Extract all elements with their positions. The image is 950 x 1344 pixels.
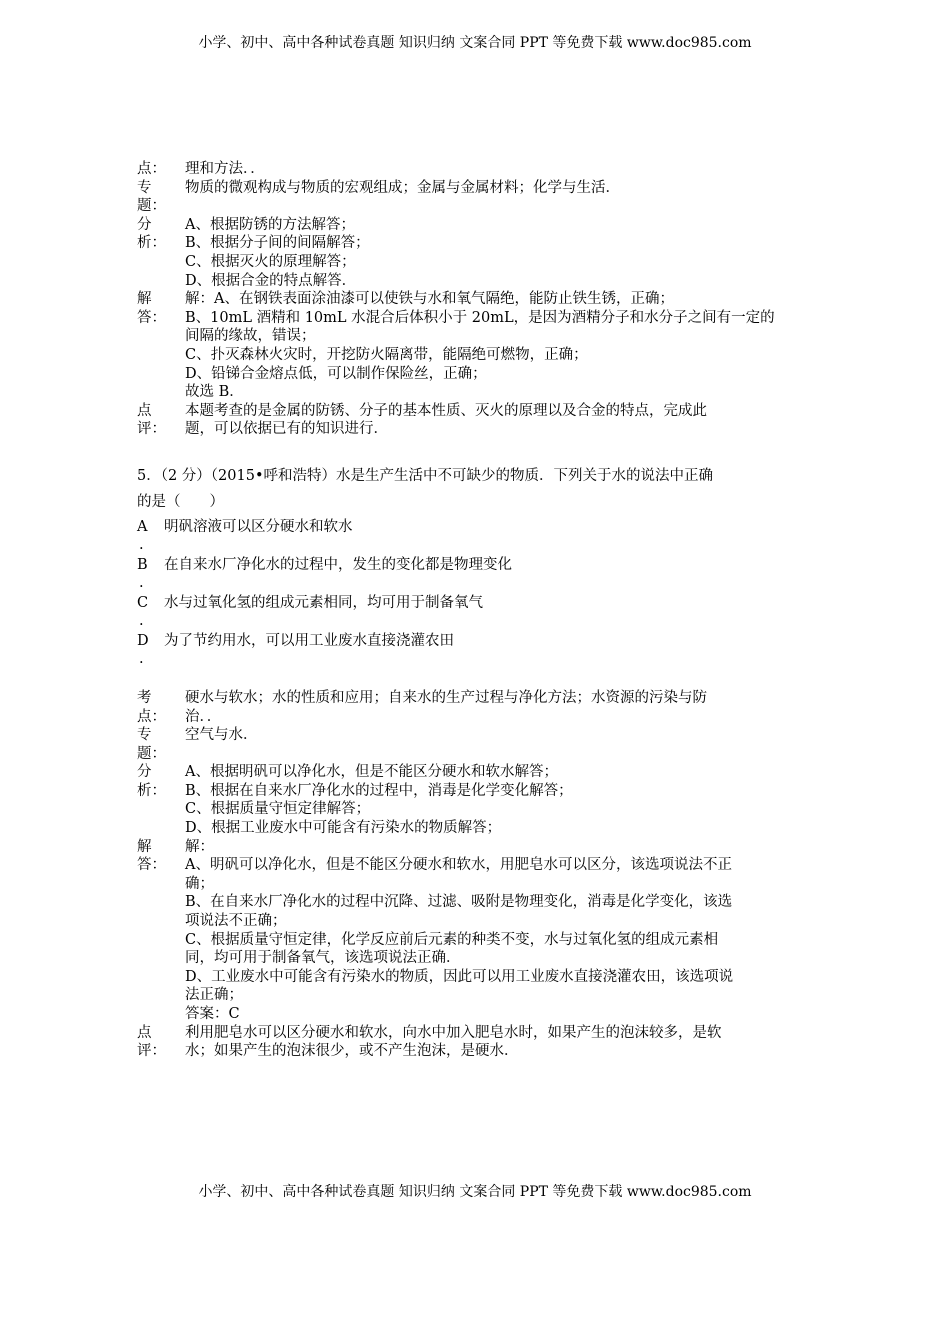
text-line: 空气与水． xyxy=(185,727,258,744)
option-dot: . xyxy=(139,574,144,591)
section-label xyxy=(137,1024,167,1061)
q5-zhuanti-section xyxy=(137,726,817,763)
text-line: 理和方法．． xyxy=(185,161,265,177)
text-line: C、扑灭森林火灾时，开挖防火隔离带，能隔绝可燃物，正确； xyxy=(185,346,588,363)
option-a xyxy=(137,517,817,555)
option-c xyxy=(137,593,817,631)
q4-kaodian-section xyxy=(137,160,817,179)
section-body xyxy=(185,763,817,837)
text-line: D、根据合金的特点解答． xyxy=(185,272,357,289)
text-line: 物质的微观构成与物质的宏观组成；金属与金属材料；化学与生活． xyxy=(185,179,620,196)
option-dot: . xyxy=(139,612,144,629)
text-line: 利用肥皂水可以区分硬水和软水，向水中加入肥皂水时，如果产生的泡沫较多，是软 xyxy=(185,1024,722,1041)
text-line: A、根据明矾可以净化水，但是不能区分硬水和软水解答； xyxy=(185,764,558,781)
text-line: 同，均可用于制备氧气，该选项说法正确． xyxy=(185,950,461,967)
option-letter: B xyxy=(137,556,148,573)
text-line: C、根据质量守恒定律，化学反应前后元素的种类不变，水与过氧化氢的组成元素相 xyxy=(185,931,719,948)
document-body xyxy=(137,160,817,1061)
q4-zhuanti-section xyxy=(137,179,817,216)
section-body xyxy=(185,726,817,763)
q5-jieda-section xyxy=(137,838,817,1024)
label-char: 分 xyxy=(137,216,152,233)
text-line: B、根据分子间的间隔解答； xyxy=(185,235,370,252)
label-char: 点： xyxy=(137,708,166,725)
section-label xyxy=(137,838,167,875)
text-line: 间隔的缘故，错误； xyxy=(185,328,316,345)
label-char: 答： xyxy=(137,309,166,326)
text-line: C、根据质量守恒定律解答； xyxy=(185,801,371,818)
option-letter: C xyxy=(137,594,149,611)
label-char: 答： xyxy=(137,857,166,874)
label-char: 解 xyxy=(137,291,152,308)
text-line: D、根据工业废水中可能含有污染水的物质解答； xyxy=(185,820,502,837)
text-line: 故选 B． xyxy=(185,384,244,401)
option-dot: . xyxy=(139,650,144,667)
q5-fenxi-section xyxy=(137,763,817,837)
text-line: B、根据在自来水厂净化水的过程中，消毒是化学变化解答； xyxy=(185,782,573,799)
text-line: 本题考查的是金属的防锈、分子的基本性质、灭火的原理以及合金的特点，完成此 xyxy=(185,402,707,419)
q4-jieda-section xyxy=(137,290,817,402)
option-text: 水与过氧化氢的组成元素相同，均可用于制备氧气 xyxy=(164,594,483,611)
section-label xyxy=(137,689,167,726)
option-dot: . xyxy=(139,536,144,553)
text-line: 项说法不正确； xyxy=(185,913,287,930)
text-line: 解：A、在钢铁表面涂油漆可以使铁与水和氧气隔绝，能防止铁生锈，正确； xyxy=(185,291,674,308)
label-char: 点： xyxy=(137,161,166,177)
q5-kaodian-section xyxy=(137,689,817,726)
text-line: A、明矾可以净化水，但是不能区分硬水和软水，用肥皂水可以区分，该选项说法不正 xyxy=(185,857,732,874)
page-footer: 小学、初中、高中各种试卷真题 知识归纳 文案合同 PPT 等免费下载 www.doc985.com xyxy=(198,1184,752,1200)
section-body xyxy=(185,838,817,1024)
text-line: D、工业废水中可能含有污染水的物质，因此可以用工业废水直接浇灌农田，该选项说 xyxy=(185,968,734,985)
label-char: 析： xyxy=(137,235,166,252)
text-line: B、10mL 酒精和 10mL 水混合后体积小于 20mL，是因为酒精分子和水分子之间有一定的 xyxy=(185,309,775,326)
text-line: 解： xyxy=(185,838,214,855)
section-body xyxy=(185,160,817,179)
label-char: 析： xyxy=(137,782,166,799)
q5-dianping-section xyxy=(137,1024,817,1061)
section-body xyxy=(185,179,817,216)
text-line: 水；如果产生的泡沫很少，或不产生泡沫，是硬水． xyxy=(185,1043,519,1060)
label-char: 评： xyxy=(137,421,166,438)
text-line: 硬水与软水；水的性质和应用；自来水的生产过程与净化方法；水资源的污染与防 xyxy=(185,689,707,706)
section-body xyxy=(185,216,817,290)
question-5 xyxy=(137,465,817,669)
text-line: B、在自来水厂净化水的过程中沉降、过滤、吸附是物理变化，消毒是化学变化，该选 xyxy=(185,894,733,911)
section-label xyxy=(137,160,167,179)
text-line: 治．． xyxy=(185,708,222,725)
question-title-line: 5．（2 分）（2015•呼和浩特）水是生产生活中不可缺少的物质．下列关于水的说法中正确 xyxy=(137,467,714,484)
label-char: 分 xyxy=(137,764,152,781)
section-body xyxy=(185,402,817,439)
label-char: 专 xyxy=(137,179,152,196)
text-line: A、根据防锈的方法解答； xyxy=(185,216,355,233)
section-label xyxy=(137,402,167,439)
question-title-line: 的是（ ） xyxy=(137,493,224,510)
section-body xyxy=(185,689,817,726)
option-b xyxy=(137,555,817,593)
label-char: 点 xyxy=(137,1024,152,1041)
text-line: 题，可以依据已有的知识进行． xyxy=(185,421,388,438)
label-char: 题： xyxy=(137,745,166,762)
option-text: 在自来水厂净化水的过程中，发生的变化都是物理变化 xyxy=(164,556,512,573)
section-body xyxy=(185,290,817,402)
option-d xyxy=(137,631,817,669)
option-letter: A xyxy=(137,518,148,535)
label-char: 评： xyxy=(137,1043,166,1060)
text-line: 答案：C xyxy=(185,1006,240,1022)
label-char: 考 xyxy=(137,689,152,706)
text-line: 确； xyxy=(185,875,214,892)
label-char: 点 xyxy=(137,402,152,419)
q4-dianping-section xyxy=(137,402,817,439)
label-char: 题： xyxy=(137,198,166,215)
section-label xyxy=(137,290,167,327)
option-letter: D xyxy=(137,632,149,649)
section-body xyxy=(185,1024,817,1061)
text-line: D、铅锑合金熔点低，可以制作保险丝，正确； xyxy=(185,365,487,382)
section-label xyxy=(137,216,167,253)
text-line: 法正确； xyxy=(185,987,243,1004)
q4-fenxi-section xyxy=(137,216,817,290)
option-text: 明矾溶液可以区分硬水和软水 xyxy=(164,518,353,535)
section-label xyxy=(137,763,167,800)
section-label xyxy=(137,726,167,763)
text-line: C、根据灭火的原理解答； xyxy=(185,253,356,270)
section-label xyxy=(137,179,167,216)
option-text: 为了节约用水，可以用工业废水直接浇灌农田 xyxy=(164,632,454,649)
page-header: 小学、初中、高中各种试卷真题 知识归纳 文案合同 PPT 等免费下载 www.doc985.com xyxy=(198,35,752,51)
label-char: 解 xyxy=(137,838,152,855)
label-char: 专 xyxy=(137,727,152,744)
